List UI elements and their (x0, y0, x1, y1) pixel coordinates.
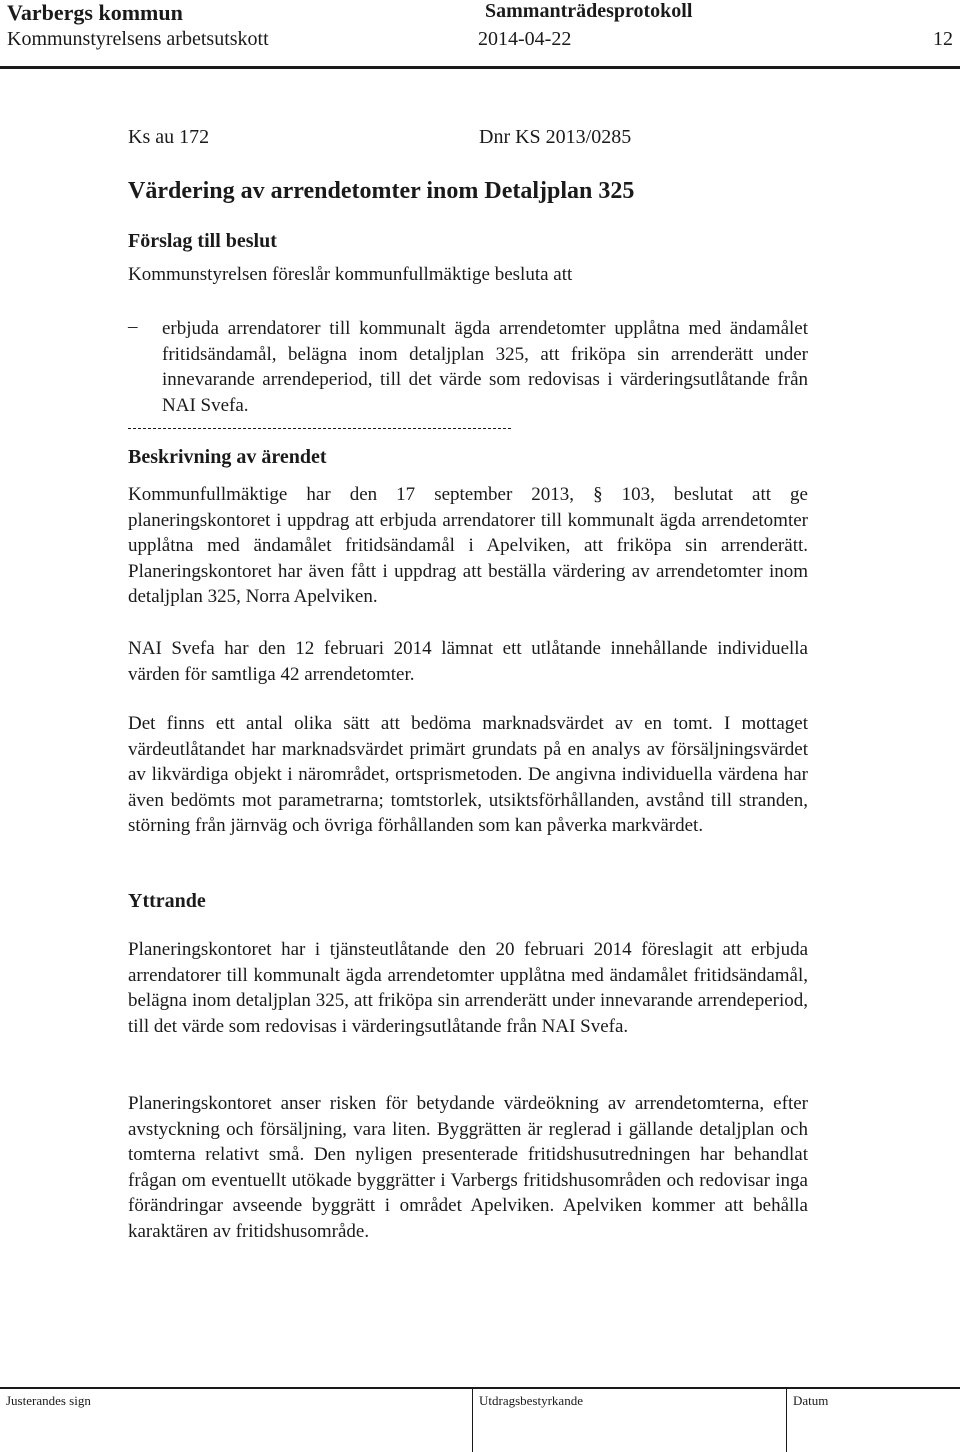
description-paragraph-1: Kommunfullmäktige har den 17 september 2013, § 103, beslutat att ge planeringskontoret i uppdrag att erbjuda arrendatorer till kommunalt ägda arrendetomter upplåtna med ändamålet fritidsändamål i Apelviken, att friköpa sin arrenderätt. Planeringskontoret har även fått i uppdrag att beställa värdering av arrendetomter inom detaljplan 325, Norra Apelviken. (128, 484, 808, 608)
committee-name: Kommunstyrelsens arbetsutskott (7, 28, 269, 50)
signature-footer (0, 1387, 960, 1452)
sign-label: Justerandes sign (6, 1393, 91, 1408)
paragraph-reference: Ks au 172 (128, 126, 210, 148)
proposal-intro: Kommunstyrelsen föreslår kommunfullmäktige besluta att (128, 264, 573, 285)
header-divider (0, 66, 960, 69)
organization-name: Varbergs kommun (7, 0, 183, 25)
extract-label: Utdragsbestyrkande (479, 1393, 583, 1408)
proposal-bullet: erbjuda arrendatorer till kommunalt ägda arrendetomter upplåtna med ändamålet fritidsändamål, belägna inom detaljplan 325, att friköpa sin arrenderätt under innevarande arrendeperiod, till det värde som redovisas i värderingsutlåtande från NAI Svefa. (162, 318, 808, 416)
date-cell (786, 1389, 960, 1452)
case-title: Värdering av arrendetomter inom Detaljplan 325 (128, 178, 635, 204)
sign-cell (0, 1389, 472, 1452)
description-paragraph-3: Det finns ett antal olika sätt att bedöma marknadsvärdet av en tomt. I mottaget värdeutlåtandet har marknadsvärdet primärt grundats på en analys av försäljningsvärdet av likvärdiga objekt i närområdet, ortsprismetoden. De angivna individuella värdena har även bedömts mot parametrarna; tomtstorlek, utsiktsförhållanden, avstånd till stranden, störning från järnväg och övriga förhållanden som kan påverka markvärdet. (128, 713, 808, 837)
bullet-dash: – (128, 316, 138, 337)
meeting-date: 2014-04-22 (478, 28, 572, 50)
extract-cell (472, 1389, 786, 1452)
header-subline (7, 28, 953, 54)
statement-heading: Yttrande (128, 890, 206, 912)
document-type: Sammanträdesprotokoll (485, 0, 693, 22)
page-number: 12 (933, 28, 953, 50)
description-heading: Beskrivning av ärendet (128, 446, 327, 468)
diary-number: Dnr KS 2013/0285 (479, 126, 632, 148)
dashed-divider (128, 428, 511, 429)
statement-paragraph-1: Planeringskontoret har i tjänsteutlåtande den 20 februari 2014 föreslagit att erbjuda arrendatorer till kommunalt ägda arrendetomter upplåtna med ändamålet fritidsändamål, belägna inom detaljplan 325, att friköpa sin arrenderätt under innevarande arrendeperiod, till det värde som redovisas i värderingsutlåtande från NAI Svefa. (128, 939, 808, 1037)
proposal-heading: Förslag till beslut (128, 230, 277, 252)
description-paragraph-2: NAI Svefa har den 12 februari 2014 lämnat ett utlåtande innehållande individuella värden för samtliga 42 arrendetomter. (128, 638, 808, 685)
statement-paragraph-2: Planeringskontoret anser risken för betydande värdeökning av arrendetomterna, efter avstyckning och försäljning, vara liten. Byggrätten är reglerad i gällande detaljplan och tomterna relativt små. Den nyligen presenterade fritidshusutredningen har behandlat frågan om eventuellt utökade byggrätter i Varbergs fritidshusområden och redovisar inga förändringar avseende byggrätt i området Apelviken. Apelviken kommer att behålla karaktären av fritidshusområde. (128, 1093, 808, 1242)
date-label: Datum (793, 1393, 829, 1408)
